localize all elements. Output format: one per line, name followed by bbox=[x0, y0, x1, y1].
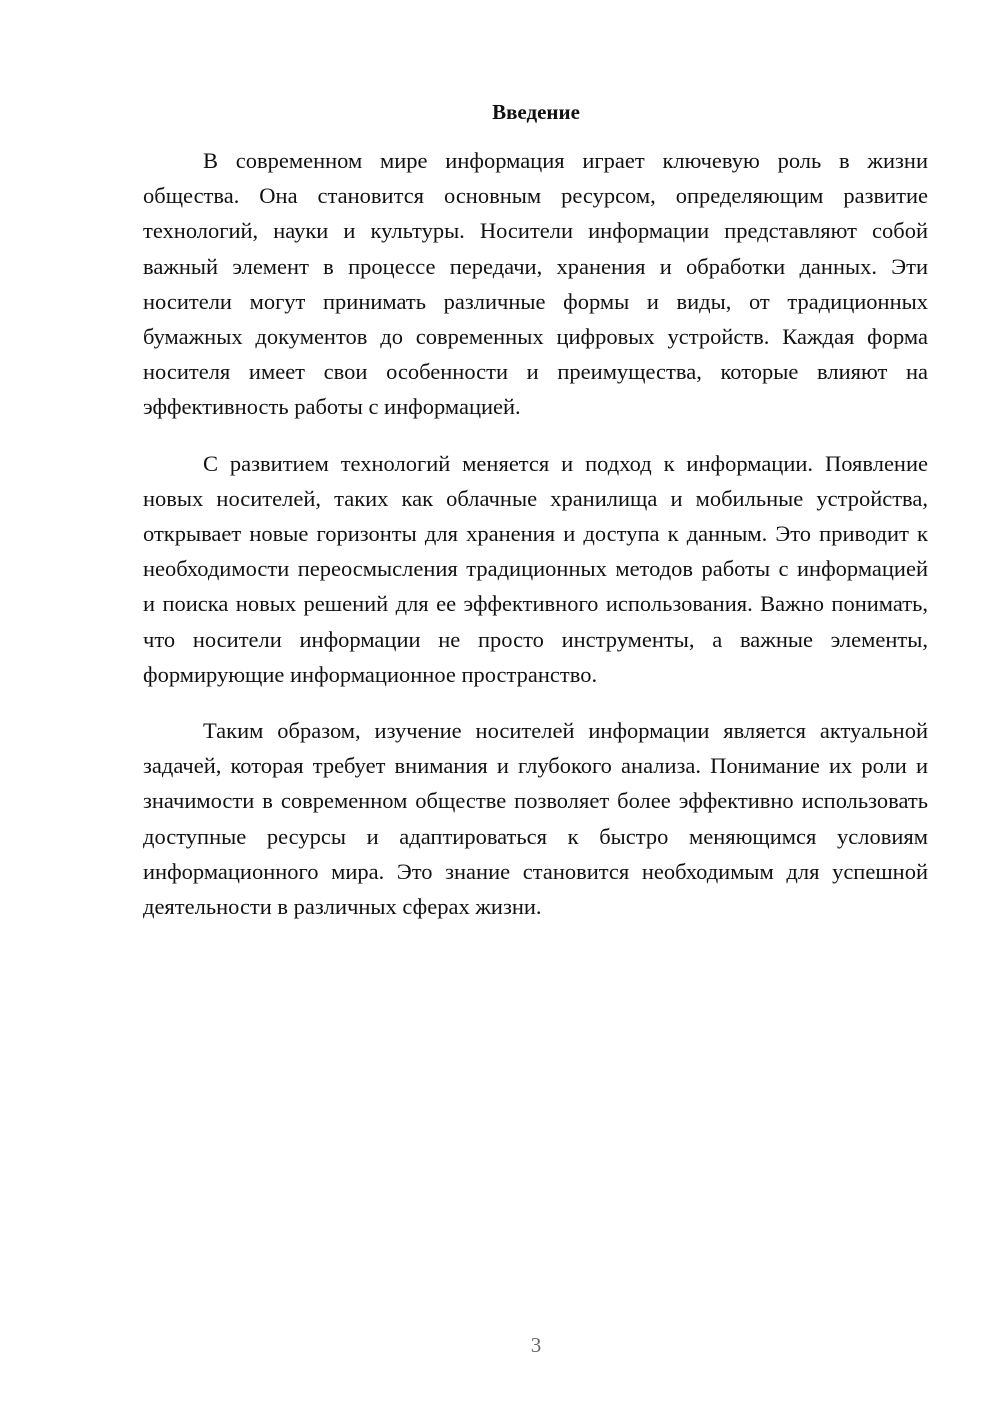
page-number: 3 bbox=[530, 1333, 542, 1357]
body-text bbox=[143, 143, 928, 945]
section-heading: Введение bbox=[492, 100, 580, 124]
paragraph-1: В современном мире информация играет ключевую роль в жизни общества. Она становится основным ресурсом, определяющим развитие технологий, науки и культуры. Носители информации представляют собой важный элемент в процессе передачи, хранения и обработки данных. Эти носители могут принимать различные формы и виды, от традиционных бумажных документов до современных цифровых устройств. Каждая форма носителя имеет свои особенности и преимущества, которые влияют на эффективность работы с информацией. bbox=[143, 148, 928, 420]
paragraph-2: С развитием технологий меняется и подход к информации. Появление новых носителей, таких как облачные хранилища и мобильные устройства, открывает новые горизонты для хранения и доступа к данным. Это приводит к необходимости переосмысления традиционных методов работы с информацией и поиска новых решений для ее эффективного использования. Важно понимать, что носители информации не просто инструменты, а важные элементы, формирующие информационное пространство. bbox=[143, 450, 928, 687]
paragraph-3: Таким образом, изучение носителей информации является актуальной задачей, которая требует внимания и глубокого анализа. Понимание их роли и значимости в современном обществе позволяет более эффективно использовать доступные ресурсы и адаптироваться к быстро меняющимся условиям информационного мира. Это знание становится необходимым для успешной деятельности в различных сферах жизни. bbox=[143, 718, 928, 920]
